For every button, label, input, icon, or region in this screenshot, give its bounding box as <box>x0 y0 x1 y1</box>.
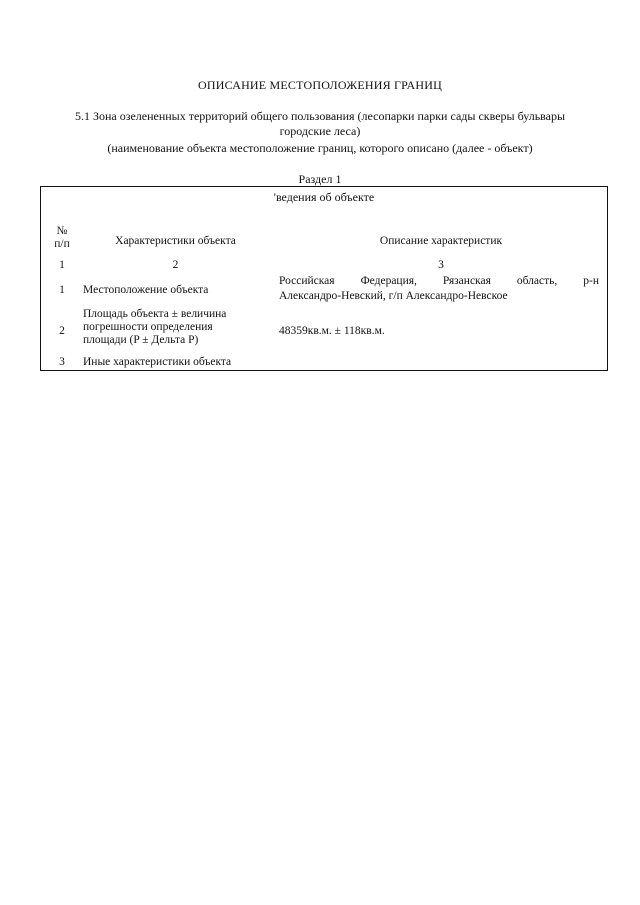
row-1-description-line-2: Александро-Невский, г/п Александро-Невское <box>279 290 508 302</box>
table-title: 'ведения об объекте <box>273 190 375 204</box>
row-2-description: 48359кв.м. ± 118кв.м. <box>279 325 385 337</box>
zone-name-line-1: 5.1 Зона озелененных территорий общего пользования (лесопарки парки сады скверы бульвары <box>74 109 566 123</box>
row-2-characteristic-line-3: площади (P ± Дельта P) <box>83 334 199 346</box>
row-2-characteristic <box>83 308 263 347</box>
object-caption: (наименование объекта местоположение границ, которого описано (далее - объект) <box>107 141 533 155</box>
section-label: Раздел 1 <box>298 172 342 186</box>
zone-name <box>40 109 600 139</box>
row-1-characteristic: Местоположение объекта <box>83 284 209 296</box>
zone-name-line-2: городские леса) <box>279 124 361 138</box>
row-1-description-line-1: Российская Федерация, Рязанская область, р-н <box>279 275 599 287</box>
column-number-2: 2 <box>172 259 179 271</box>
row-2-characteristic-line-1: Площадь объекта ± величина <box>83 308 227 320</box>
row-2-number: 2 <box>59 325 65 337</box>
header-number <box>47 225 77 251</box>
object-info-table <box>40 186 608 371</box>
document-title: ОПИСАНИЕ МЕСТОПОЛОЖЕНИЯ ГРАНИЦ <box>198 78 442 92</box>
row-3-number: 3 <box>59 356 65 368</box>
header-characteristics: Характеристики объекта <box>115 235 236 247</box>
row-2-characteristic-line-2: погрешности определения <box>83 321 213 333</box>
column-number-1: 1 <box>59 259 65 271</box>
header-number-line-1: № <box>56 225 68 237</box>
header-description: Описание характеристик <box>379 235 503 247</box>
header-number-line-2: п/п <box>54 238 70 250</box>
row-3-characteristic: Иные характеристики объекта <box>83 356 232 368</box>
column-number-3: 3 <box>438 259 444 271</box>
row-1-number: 1 <box>59 284 65 296</box>
